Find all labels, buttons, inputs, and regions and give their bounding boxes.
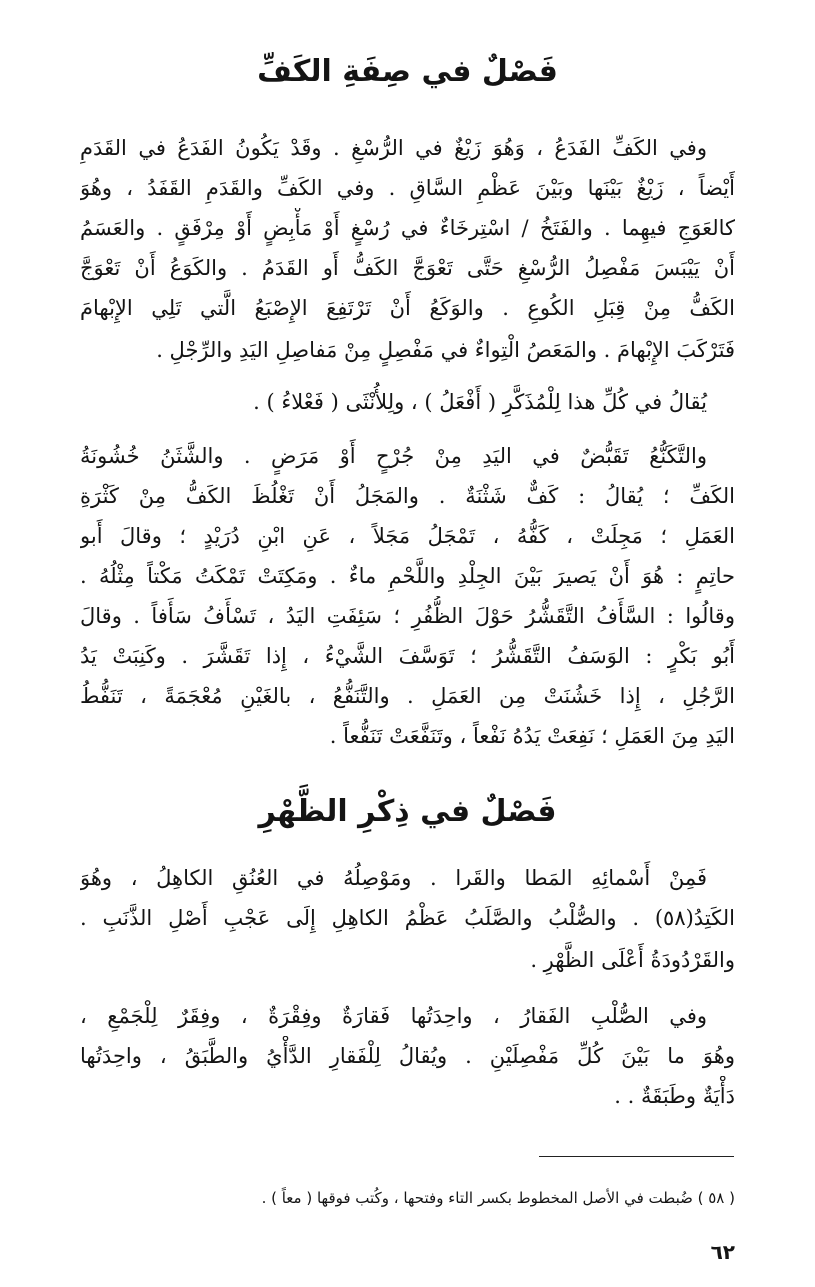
text-line: الرَّجُلِ ، إِذا خَشُنَتْ مِن العَمَلِ . والتَّنَفُّعُ ، بالغَيْنِ مُعْجَمَةً ، تَنَفُّطُ — [80, 684, 735, 708]
text-line: العَمَلِ ؛ مَجِلَتْ ، كَفُّهُ ، تَمْجَلُ مَجَلاً ، عَنِ ابْنِ دُرَيْدٍ ؛ وقالَ أَبو — [80, 524, 735, 548]
text-line: حاتِمٍ : هُوَ أَنْ يَصيرَ بَيْنَ الجِلْدِ واللَّحْمِ ماءٌ . ومَكِتَتْ تَمْكَتُ مَكْتاً مِثْلُهُ . — [80, 564, 735, 588]
grammar-note-line: يُقالُ في كُلِّ هذا لِلْمُذَكَّرِ ( أَفْعَلُ ) ، ولِلأُنْثَى ( فَعْلاءُ ) . — [253, 390, 707, 414]
text-line: أَبُو بَكْرٍ : الوَسَفُ التَّقَشُّرُ ؛ تَوَسَّفَ الشَّيْءُ ، إِذا تَقَشَّرَ . وكَنِبَتْ يَدُ — [80, 644, 735, 668]
footnote: ( ٥٨ ) ضُبطت في الأصل المخطوط بكسر التاء وفتحها ، وكُتب فوقها ( معاً ) . — [261, 1189, 735, 1207]
text-line: دَأْيَةٌ وطَبَقَةٌ . . — [614, 1084, 735, 1108]
footnote-divider — [539, 1156, 734, 1157]
text-line: وفي الصُّلْبِ الفَقارُ ، واحِدَتُها فَقارَةٌ وفِقْرَةٌ ، وفِقَرٌ لِلْجَمْعِ ، — [80, 1004, 707, 1028]
text-line: اليَدِ مِنَ العَمَلِ ؛ نَفِعَتْ يَدُهُ نَفْعاً ، وتَنَفَّعَتْ تَنَفُّعاً . — [329, 724, 735, 748]
page-number: ٦٢ — [710, 1240, 735, 1264]
text-line: وقالُوا : السَّأَفُ التَّقَشُّرُ حَوْلَ الظُّفُرِ ؛ سَئِفَتِ اليَدُ ، تَسْأَفُ سَأَفاً . وقالَ — [80, 604, 735, 628]
text-line: كالعَوَجِ فيهِما . والفَتَخُ / اسْتِرخَاءٌ في رُسْغٍ أَوْ مَأْبِضٍ أَوْ مِرْفَقٍ . والعَسَمُ — [80, 216, 735, 240]
text-line: وهُوَ ما بَيْنَ كُلِّ مَفْصِلَيْنِ . ويُقالُ لِلْفَقارِ الدَّأْيُ والطَّبَقُ ، واحِدَتُها — [80, 1044, 735, 1068]
text-line: فَمِنْ أَسْمائِهِ المَطا والقَرا . ومَوْصِلُهُ في العُنُقِ الكاهِلُ ، وهُوَ — [80, 866, 707, 890]
section-heading-palm: فَصْلٌ في صِفَةِ الكَفِّ — [257, 54, 558, 89]
text-line: والقَرْدُودَةُ أَعْلَى الظَّهْرِ . — [530, 948, 735, 972]
text-line: وفي الكَفِّ الفَدَعُ ، وَهُوَ زَيْغٌ في الرُّسْغِ . وقَدْ يَكُونُ الفَدَعُ في القَدَمِ — [80, 136, 707, 160]
text-line: فَتَرْكَبَ الإِبْهامَ . والمَعَصُ الْتِواءٌ في مَفْصِلٍ مِنْ مَفاصِلِ اليَدِ والرِّجْلِ . — [156, 338, 735, 362]
text-line: أَيْضاً ، زَيْغٌ بَيْنَها وبَيْنَ عَظْمِ السَّاقِ . وفي الكَفِّ والقَدَمِ القَفَدُ ، وهُوَ — [80, 176, 735, 200]
text-line: الكَفُّ مِنْ قِبَلِ الكُوعِ . والوَكَعُ أَنْ تَرْتَفِعَ الإِصْبَعُ الَّتي تَلِي الإِبْهامَ — [80, 296, 735, 320]
text-line: والتَّكَنُّعُ تَقَبُّضٌ في اليَدِ مِنْ جُرْحٍ أَوْ مَرَضٍ . والشَّثَنُ خُشُونَةُ — [80, 444, 707, 468]
text-line: الكَتِدُ(٥٨) . والصُّلْبُ والصَّلَبُ عَظْمُ الكاهِلِ إِلَى عَجْبِ أَصْلِ الذَّنَبِ . — [80, 906, 735, 930]
text-line: الكَفِّ ؛ يُقالُ : كَفٌّ شَثْنَةٌ . والمَجَلُ أَنْ تَغْلُظَ الكَفُّ مِنْ كَثْرَةِ — [80, 484, 735, 508]
text-line: أَنْ يَيْبَسَ مَفْصِلُ الرُّسْغِ حَتَّى تَعْوَجَّ الكَفُّ أَو القَدَمُ . والكَوَعُ أَنْ تَعْوَجَّ — [80, 256, 735, 280]
section-heading-back: فَصْلٌ في ذِكْرِ الظَّهْرِ — [258, 794, 557, 829]
